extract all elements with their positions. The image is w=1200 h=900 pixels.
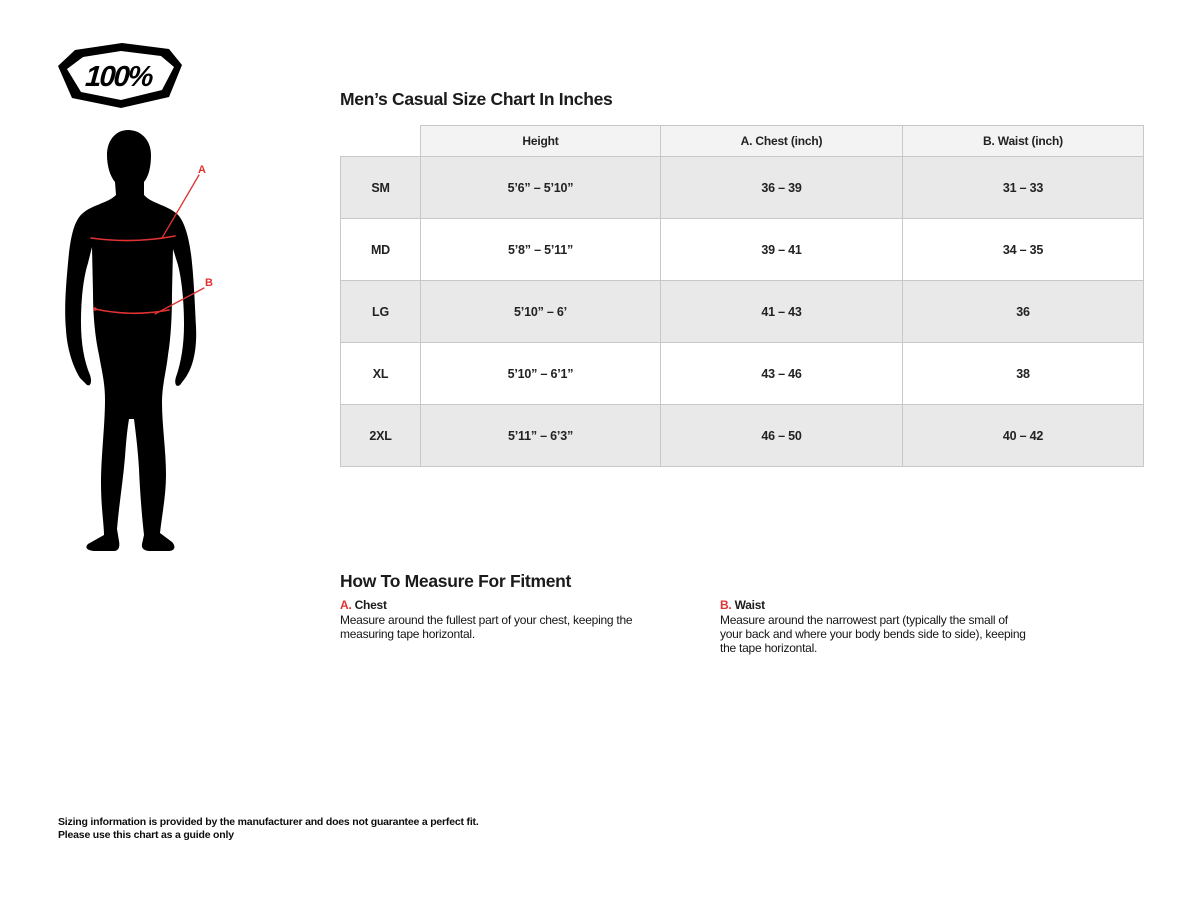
size-chart-table <box>340 125 1144 467</box>
size-cell: SM <box>341 157 421 219</box>
disclaimer-line-1: Sizing information is provided by the manufacturer and does not guarantee a perfect fit. <box>58 816 479 828</box>
chest-cell: 39 – 41 <box>661 219 903 281</box>
size-chart-title: Men’s Casual Size Chart In Inches <box>340 89 613 109</box>
sizing-disclaimer <box>58 816 479 841</box>
body-measurement-figure <box>55 125 235 555</box>
table-row <box>341 157 1144 219</box>
measure-waist-letter: B. <box>720 598 732 612</box>
height-cell: 5’10” – 6’1” <box>421 343 661 405</box>
measure-item-waist <box>720 598 1026 655</box>
waist-cell: 34 – 35 <box>903 219 1144 281</box>
waist-cell: 40 – 42 <box>903 405 1144 467</box>
chest-cell: 46 – 50 <box>661 405 903 467</box>
measure-chest-name: Chest <box>354 598 387 612</box>
measure-waist-name: Waist <box>734 598 765 612</box>
waist-marker-label: B <box>205 277 213 289</box>
table-row <box>341 405 1144 467</box>
chest-cell: 43 – 46 <box>661 343 903 405</box>
measure-waist-description: Measure around the narrowest part (typically the small of your back and where your body bends side to side), keeping the tape horizontal. <box>720 613 1026 655</box>
table-row <box>341 281 1144 343</box>
size-cell: MD <box>341 219 421 281</box>
size-cell: XL <box>341 343 421 405</box>
table-row <box>341 343 1144 405</box>
brand-logo-icon <box>58 40 182 110</box>
measure-chest-description: Measure around the fullest part of your chest, keeping the measuring tape horizontal. <box>340 613 633 641</box>
logo-text: 100% <box>84 61 153 93</box>
measure-chest-letter: A. <box>340 598 352 612</box>
measure-chest-label <box>340 598 646 612</box>
waist-cell: 31 – 33 <box>903 157 1144 219</box>
chest-cell: 36 – 39 <box>661 157 903 219</box>
height-cell: 5’8” – 5’11” <box>421 219 661 281</box>
waist-cell: 36 <box>903 281 1144 343</box>
table-row <box>341 219 1144 281</box>
size-cell: LG <box>341 281 421 343</box>
col-header-waist: B. Waist (inch) <box>903 126 1144 157</box>
disclaimer-line-2: Please use this chart as a guide only <box>58 828 234 841</box>
waist-cell: 38 <box>903 343 1144 405</box>
measure-section-title: How To Measure For Fitment <box>340 571 572 591</box>
height-cell: 5’6” – 5’10” <box>421 157 661 219</box>
col-header-height: Height <box>421 126 661 157</box>
measure-waist-label <box>720 598 1026 612</box>
size-cell: 2XL <box>341 405 421 467</box>
height-cell: 5’10” – 6’ <box>421 281 661 343</box>
height-cell: 5’11” – 6’3” <box>421 405 661 467</box>
blank-header-cell <box>341 126 421 157</box>
chest-marker-label: A <box>198 164 206 176</box>
header-row <box>341 126 1144 157</box>
chest-cell: 41 – 43 <box>661 281 903 343</box>
body-silhouette-icon <box>65 130 196 551</box>
col-header-chest: A. Chest (inch) <box>661 126 903 157</box>
measure-item-chest <box>340 598 646 641</box>
